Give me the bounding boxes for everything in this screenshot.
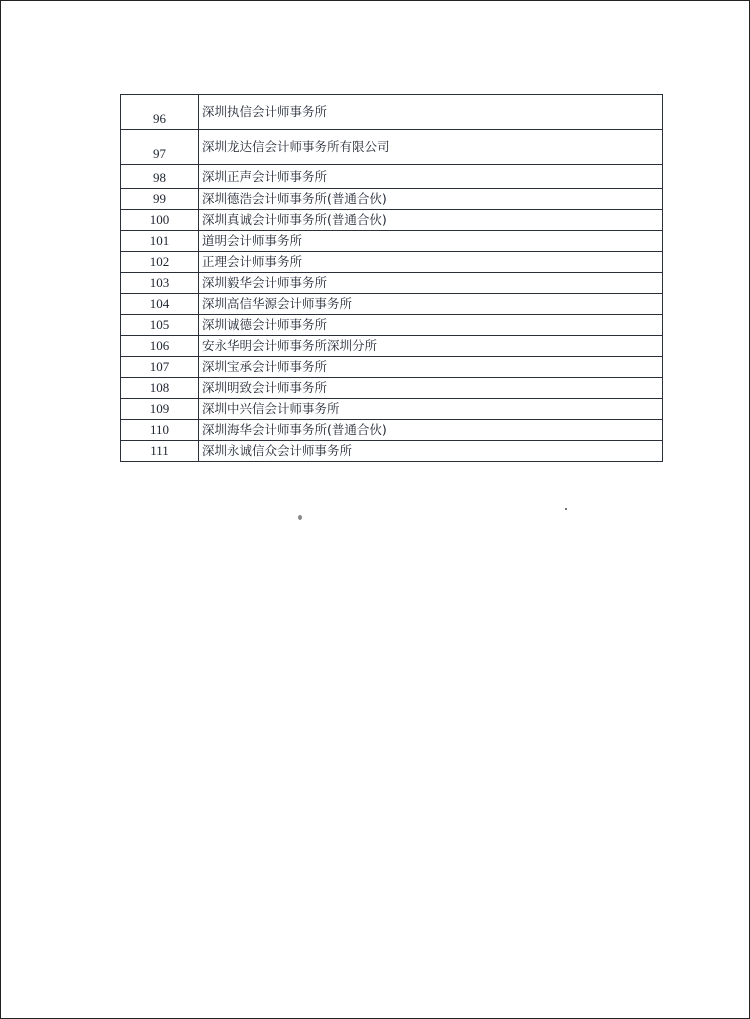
scan-speck: [298, 515, 302, 520]
row-number: 101: [121, 231, 199, 252]
table-row: [121, 378, 663, 399]
table-row: [121, 231, 663, 252]
firm-name: 深圳中兴信会计师事务所: [199, 399, 663, 420]
firm-list-table: [120, 94, 663, 462]
table-row: [121, 294, 663, 315]
row-number: 102: [121, 252, 199, 273]
firm-name: 深圳龙达信会计师事务所有限公司: [199, 130, 663, 165]
table-row: [121, 165, 663, 189]
firm-name: 深圳德浩会计师事务所(普通合伙): [199, 189, 663, 210]
row-number: 97: [121, 130, 199, 165]
table-row: [121, 315, 663, 336]
firm-name: 深圳诚德会计师事务所: [199, 315, 663, 336]
table-row: [121, 420, 663, 441]
table-row: [121, 95, 663, 130]
row-number: 99: [121, 189, 199, 210]
table-row: [121, 210, 663, 231]
row-number: 111: [121, 441, 199, 462]
firm-name: 安永华明会计师事务所深圳分所: [199, 336, 663, 357]
firm-name: 深圳真诚会计师事务所(普通合伙): [199, 210, 663, 231]
row-number: 100: [121, 210, 199, 231]
row-number: 110: [121, 420, 199, 441]
table-row: [121, 357, 663, 378]
table-row: [121, 399, 663, 420]
row-number: 96: [121, 95, 199, 130]
row-number: 104: [121, 294, 199, 315]
row-number: 108: [121, 378, 199, 399]
table-row: [121, 252, 663, 273]
row-number: 98: [121, 165, 199, 189]
table-row: [121, 130, 663, 165]
firm-name: 深圳高信华源会计师事务所: [199, 294, 663, 315]
firm-name: 深圳永诚信众会计师事务所: [199, 441, 663, 462]
row-number: 105: [121, 315, 199, 336]
row-number: 106: [121, 336, 199, 357]
firm-name: 深圳海华会计师事务所(普通合伙): [199, 420, 663, 441]
firm-name: 深圳毅华会计师事务所: [199, 273, 663, 294]
row-number: 107: [121, 357, 199, 378]
firm-name: 道明会计师事务所: [199, 231, 663, 252]
table-row: [121, 441, 663, 462]
table-row: [121, 273, 663, 294]
firm-name: 深圳正声会计师事务所: [199, 165, 663, 189]
table-row: [121, 189, 663, 210]
firm-name: 正理会计师事务所: [199, 252, 663, 273]
firm-name: 深圳执信会计师事务所: [199, 95, 663, 130]
row-number: 109: [121, 399, 199, 420]
row-number: 103: [121, 273, 199, 294]
table-row: [121, 336, 663, 357]
firm-name: 深圳宝承会计师事务所: [199, 357, 663, 378]
firm-name: 深圳明致会计师事务所: [199, 378, 663, 399]
scan-speck: [565, 508, 567, 510]
